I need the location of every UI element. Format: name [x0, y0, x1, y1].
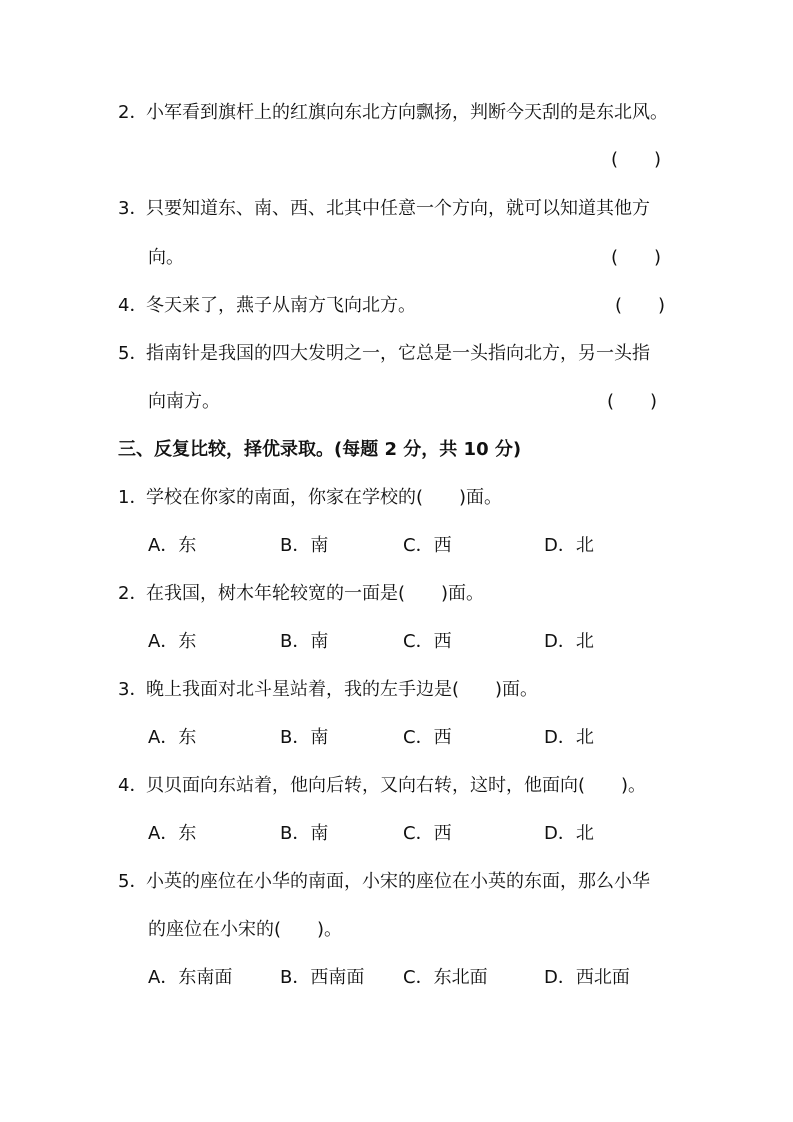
option-b[interactable]: B．南: [280, 535, 329, 556]
question-number: 2．: [118, 102, 148, 123]
option-a[interactable]: A．东: [148, 823, 197, 844]
option-d[interactable]: D．北: [544, 631, 594, 652]
option-d[interactable]: D．北: [544, 823, 594, 844]
option-b[interactable]: B．南: [280, 727, 329, 748]
question-number: 2．: [118, 583, 148, 604]
option-d[interactable]: D．西北面: [544, 967, 630, 988]
question-text: 贝贝面向东站着，他向后转，又向右转，这时，他面向( )。: [146, 775, 647, 796]
question-text: 小英的座位在小华的南面，小宋的座位在小英的东面，那么小华: [146, 871, 650, 892]
question-number: 1．: [118, 487, 148, 508]
question-text-continued: 向南方。: [148, 391, 220, 412]
question-text: 在我国，树木年轮较宽的一面是( )面。: [146, 583, 485, 604]
question-text: 晚上我面对北斗星站着，我的左手边是( )面。: [146, 679, 539, 700]
option-b[interactable]: B．南: [280, 823, 329, 844]
question-text-continued: 向。: [148, 247, 184, 268]
answer-parentheses[interactable]: ( ): [607, 391, 658, 412]
answer-parentheses[interactable]: ( ): [611, 247, 662, 268]
option-d[interactable]: D．北: [544, 727, 594, 748]
question-text: 小军看到旗杆上的红旗向东北方向飘扬，判断今天刮的是东北风。: [146, 102, 668, 123]
option-a[interactable]: A．东: [148, 631, 197, 652]
option-c[interactable]: C．东北面: [403, 967, 488, 988]
option-a[interactable]: A．东南面: [148, 967, 233, 988]
question-text: 学校在你家的南面，你家在学校的( )面。: [146, 487, 503, 508]
question-number: 4．: [118, 775, 148, 796]
section-heading: 三、反复比较，择优录取。(每题 2 分，共 10 分): [118, 439, 522, 460]
question-text: 冬天来了，燕子从南方飞向北方。: [146, 295, 416, 316]
question-number: 5．: [118, 871, 148, 892]
option-c[interactable]: C．西: [403, 727, 452, 748]
option-d[interactable]: D．北: [544, 535, 594, 556]
question-number: 5．: [118, 343, 148, 364]
answer-parentheses[interactable]: ( ): [615, 295, 666, 316]
question-text: 只要知道东、南、西、北其中任意一个方向，就可以知道其他方: [146, 198, 650, 219]
option-c[interactable]: C．西: [403, 535, 452, 556]
question-number: 3．: [118, 198, 148, 219]
question-number: 4．: [118, 295, 148, 316]
option-c[interactable]: C．西: [403, 631, 452, 652]
answer-parentheses[interactable]: ( ): [611, 149, 662, 170]
option-b[interactable]: B．西南面: [280, 967, 365, 988]
question-number: 3．: [118, 679, 148, 700]
option-c[interactable]: C．西: [403, 823, 452, 844]
question-text: 指南针是我国的四大发明之一，它总是一头指向北方，另一头指: [146, 343, 650, 364]
question-text-continued: 的座位在小宋的( )。: [148, 919, 343, 940]
option-a[interactable]: A．东: [148, 535, 197, 556]
option-b[interactable]: B．南: [280, 631, 329, 652]
option-a[interactable]: A．东: [148, 727, 197, 748]
